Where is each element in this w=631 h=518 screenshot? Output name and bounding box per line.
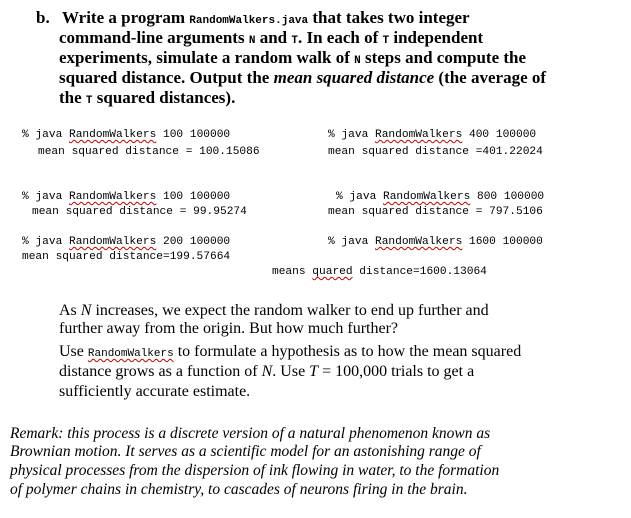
example-output-2: mean squared distance =401.22024 (328, 146, 543, 158)
example-command-4: % java RandomWalkers 800 100000 (336, 191, 545, 203)
remark-line-3: physical processes from the dispersion of ink flowing in water, to the formation (10, 462, 500, 479)
question-line-4: squared distance. Output the mean squared distance (the average of (59, 68, 547, 87)
example-command-3: % java RandomWalkers 100 100000 (22, 191, 231, 203)
program-name-code: RandomWalkers.java (189, 15, 309, 27)
paragraph-line-1: As N increases, we expect the random walker to end up further and (59, 302, 489, 319)
example-output-4: mean squared distance = 797.5106 (328, 206, 543, 218)
remark-line-2: Brownian motion. It serves as a scientific model for an astonishing range of (10, 443, 481, 460)
paragraph-line-2: further away from the origin. But how much further? (59, 320, 399, 337)
example-command-5: % java RandomWalkers 200 100000 (22, 236, 231, 248)
question-line-1: b. Write a program RandomWalkers.java that takes two integer (36, 8, 470, 27)
example-command-1: % java RandomWalkers 100 100000 (22, 129, 231, 141)
remark-line-1: Remark: this process is a discrete version of a natural phenomenon known as (10, 425, 491, 442)
example-output-6: means quared distance=1600.13064 (272, 266, 487, 278)
question-label: b. (36, 8, 50, 27)
example-output-1: mean squared distance = 100.15086 (38, 146, 260, 158)
question-line-3: experiments, simulate a random walk of N steps and compute the (59, 48, 527, 67)
example-command-6: % java RandomWalkers 1600 100000 (328, 236, 543, 248)
paragraph-line-3: Use RandomWalkers to formulate a hypothesis as to how the mean squared (59, 343, 522, 360)
remark-line-4: of polymer chains in chemistry, to cascades of neurons firing in the brain. (10, 481, 468, 498)
example-command-2: % java RandomWalkers 400 100000 (328, 129, 537, 141)
question-line-5: the T squared distances). (59, 88, 236, 107)
example-output-5: mean squared distance=199.57664 (22, 251, 231, 263)
paragraph-line-4: distance grows as a function of N. Use T = 100,000 trials to get a (59, 363, 475, 380)
paragraph-line-5: sufficiently accurate estimate. (59, 383, 251, 400)
example-output-3: mean squared distance = 99.95274 (32, 206, 247, 218)
question-line-2: command-line arguments N and T. In each of T independent (59, 28, 484, 47)
randomwalkers-code: RandomWalkers (87, 348, 174, 360)
